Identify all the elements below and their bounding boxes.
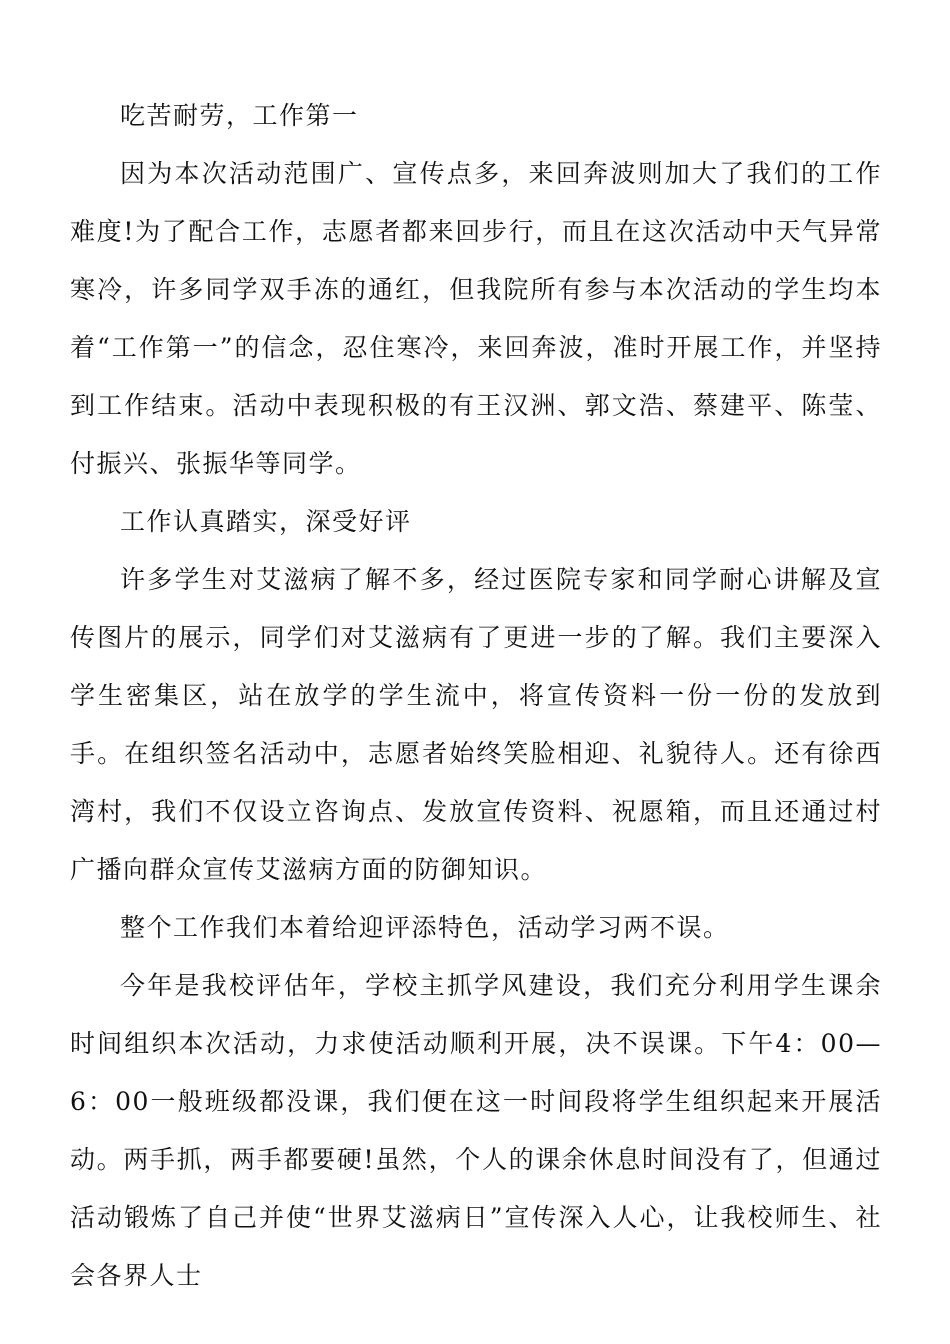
paragraph-work-first: 因为本次活动范围广、宣传点多，来回奔波则加大了我们的工作难度!为了配合工作，志愿者都来回步行，而且在这次活动中天气异常寒冷，许多同学双手冻的通红，但我院所有参与本次活动的学生均本着“工作第一”的信念，忍住寒冷，来回奔波，准时开展工作，并坚持到工作结束。活动中表现积极的有王汉洲、郭文浩、蔡建平、陈莹、付振兴、张振华等同学。 [70, 159, 882, 478]
heading-diligent-work: 工作认真踏实，深受好评 [120, 507, 412, 536]
paragraph-evaluation-feature: 整个工作我们本着给迎评添特色，活动学习两不误。 [120, 913, 730, 942]
heading-hardworking: 吃苦耐劳，工作第一 [120, 101, 359, 130]
paragraph-aids-awareness: 许多学生对艾滋病了解不多，经过医院专家和同学耐心讲解及宣传图片的展示，同学们对艾滋病有了更进一步的了解。我们主要深入学生密集区，站在放学的学生流中，将宣传资料一份一份的发放到手。在组织签名活动中，志愿者始终笑脸相迎、礼貌待人。还有徐西湾村，我们不仅设立咨询点、发放宣传资料、祝愿箱，而且还通过村广播向群众宣传艾滋病方面的防御知识。 [70, 565, 882, 884]
document-body [70, 87, 882, 1305]
paragraph-school-evaluation: 今年是我校评估年，学校主抓学风建设，我们充分利用学生课余时间组织本次活动，力求使活动顺利开展，决不误课。下午4：00—6：00一般班级都没课，我们便在这一时间段将学生组织起来开展活动。两手抓，两手都要硬!虽然，个人的课余休息时间没有了，但通过活动锻炼了自己并使“世界艾滋病日”宣传深入人心，让我校师生、社会各界人士 [70, 971, 882, 1290]
